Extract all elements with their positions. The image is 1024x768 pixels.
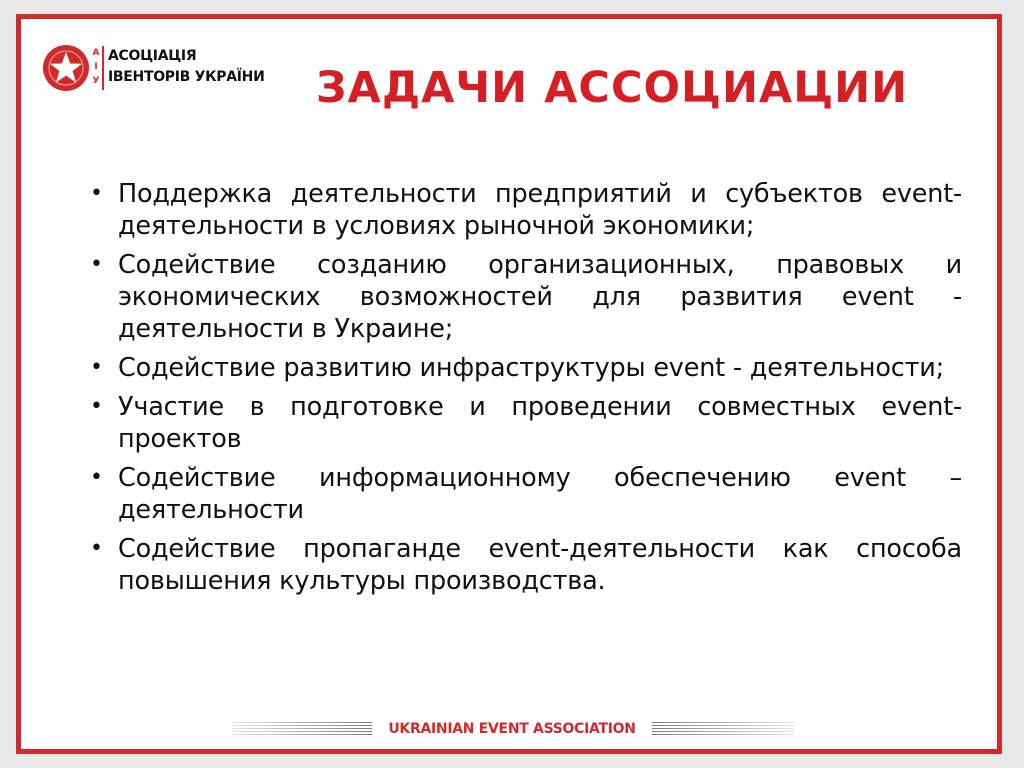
list-item-text: Содействие пропаганде event-деятельности как способа повышения культуры производства. bbox=[118, 534, 962, 596]
logo-letter-i: І bbox=[94, 62, 98, 72]
list-item bbox=[90, 391, 962, 455]
bullet-icon: • bbox=[90, 536, 103, 561]
star-logo-icon bbox=[42, 44, 90, 92]
footer-stripes-fade-right bbox=[652, 722, 794, 736]
tasks-list bbox=[90, 178, 962, 604]
footer bbox=[232, 718, 794, 742]
list-item bbox=[90, 352, 962, 384]
list-item-text: Поддержка деятельности предприятий и субъектов event-деятельности в условиях рыночной экономики; bbox=[118, 179, 962, 241]
bullet-icon: • bbox=[90, 252, 103, 277]
bullet-icon: • bbox=[90, 355, 103, 380]
list-item bbox=[90, 249, 962, 345]
list-item bbox=[90, 462, 962, 526]
list-item-text: Содействие созданию организационных, правовых и экономических возможностей для развития event - деятельности в Украине; bbox=[118, 250, 962, 344]
list-item-text: Содействие развитию инфраструктуры event - деятельности; bbox=[118, 353, 945, 383]
logo-line-2: ІВЕНТОРІВ УКРАЇНИ bbox=[108, 69, 265, 85]
footer-stripes-fade-left bbox=[232, 722, 372, 736]
bullet-icon: • bbox=[90, 181, 103, 206]
bullet-icon: • bbox=[90, 465, 103, 490]
list-item bbox=[90, 178, 962, 242]
bullet-icon: • bbox=[90, 394, 103, 419]
list-item-text: Участие в подготовке и проведении совместных event-проектов bbox=[118, 392, 962, 454]
logo-line-1: АСОЦІАЦІЯ bbox=[108, 48, 197, 64]
slide-title: ЗАДАЧИ АССОЦИАЦИИ bbox=[316, 63, 909, 113]
association-logo bbox=[42, 44, 272, 100]
list-item bbox=[90, 533, 962, 597]
footer-text: UKRAINIAN EVENT ASSOCIATION bbox=[388, 721, 636, 737]
logo-text bbox=[108, 46, 265, 88]
logo-letter-a: А bbox=[92, 48, 100, 58]
logo-letter-u: У bbox=[92, 76, 100, 86]
logo-divider bbox=[102, 46, 104, 90]
list-item-text: Содействие информационному обеспечению event – деятельности bbox=[118, 463, 962, 525]
logo-letters bbox=[91, 46, 101, 88]
